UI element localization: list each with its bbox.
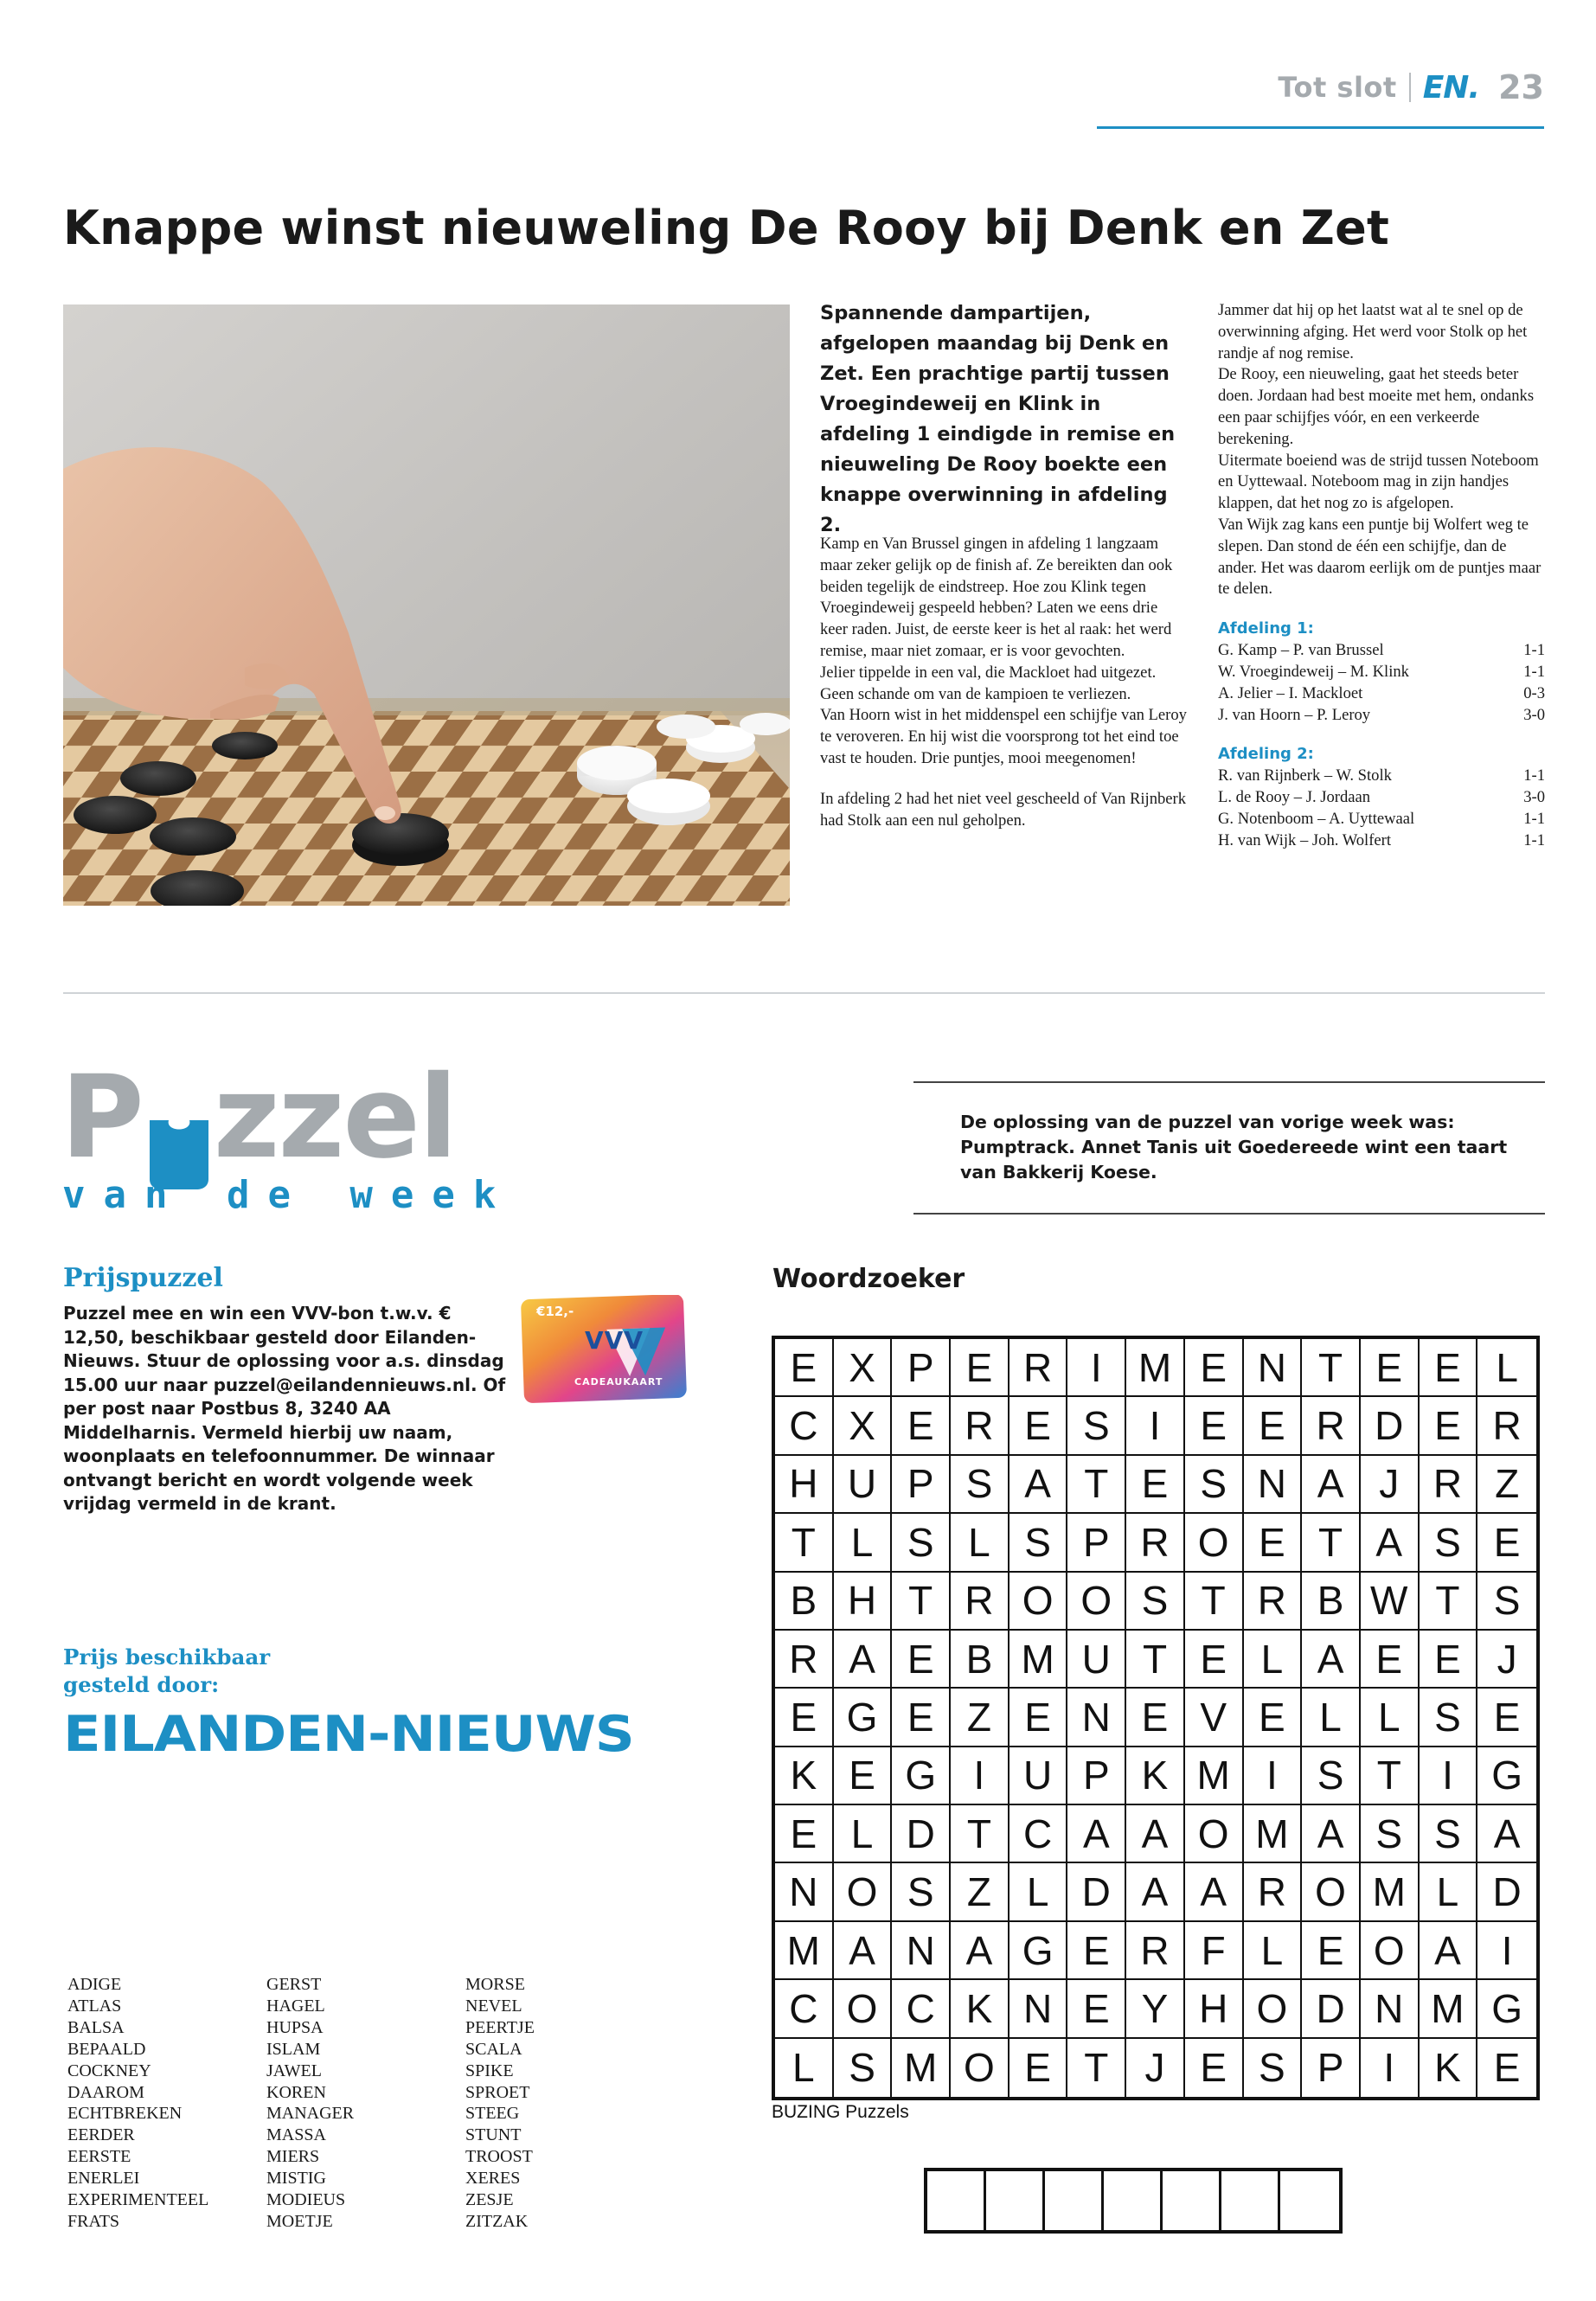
score: 1-1: [1523, 641, 1545, 660]
grid-cell[interactable]: P: [1067, 1747, 1126, 1805]
grid-cell[interactable]: R: [951, 1573, 1010, 1631]
logo-letters-zzel: zzel: [213, 1051, 457, 1184]
result-row: [1218, 640, 1545, 662]
grid-cell[interactable]: L: [834, 1805, 893, 1863]
result-row: [1218, 766, 1545, 787]
grid-cell[interactable]: E: [1010, 2039, 1068, 2097]
grid-cell[interactable]: A: [951, 1922, 1010, 1980]
answer-box[interactable]: [986, 2171, 1045, 2230]
grid-cell[interactable]: B: [951, 1631, 1010, 1689]
grid-cell[interactable]: R: [1477, 1397, 1536, 1455]
match: G. Notenboom – A. Uyttewaal: [1218, 809, 1415, 828]
grid-cell[interactable]: J: [1126, 2039, 1185, 2097]
grid-cell[interactable]: E: [834, 1747, 893, 1805]
grid-cell[interactable]: M: [1126, 1339, 1185, 1397]
grid-cell[interactable]: S: [1477, 1573, 1536, 1631]
sponsor-line-1: Prijs beschikbaar: [63, 1644, 271, 1670]
grid-cell[interactable]: U: [1010, 1747, 1068, 1805]
grid-cell[interactable]: M: [1010, 1631, 1068, 1689]
grid-cell[interactable]: L: [1244, 1922, 1303, 1980]
grid-cell[interactable]: E: [1185, 2039, 1244, 2097]
word-column-2: [266, 1974, 465, 2233]
grid-cell[interactable]: R: [1010, 1339, 1068, 1397]
score: 1-1: [1523, 830, 1545, 849]
grid-cell[interactable]: L: [834, 1514, 893, 1572]
grid-cell[interactable]: N: [1244, 1339, 1303, 1397]
grid-cell[interactable]: I: [1126, 1397, 1185, 1455]
word: SPIKE: [465, 2061, 514, 2080]
score: 1-1: [1523, 766, 1545, 785]
grid-cell[interactable]: T: [1302, 1339, 1361, 1397]
grid-cell[interactable]: D: [1361, 1397, 1420, 1455]
grid-cell[interactable]: D: [1067, 1863, 1126, 1921]
grid-cell[interactable]: T: [892, 1573, 951, 1631]
word: DAAROM: [67, 2082, 144, 2102]
grid-cell[interactable]: E: [1244, 1689, 1303, 1747]
score: 3-0: [1523, 705, 1545, 724]
grid-cell[interactable]: E: [1185, 1339, 1244, 1397]
grid-cell[interactable]: E: [1420, 1339, 1478, 1397]
word: MODIEUS: [266, 2190, 346, 2210]
grid-cell[interactable]: W: [1361, 1573, 1420, 1631]
grid-cell[interactable]: E: [1420, 1397, 1478, 1455]
grid-cell[interactable]: R: [1302, 1397, 1361, 1455]
word: EXPERIMENTEEL: [67, 2190, 209, 2210]
grid-cell[interactable]: A: [834, 1631, 893, 1689]
word: MANAGER: [266, 2104, 355, 2124]
prize-text: Puzzel mee en win een VVV-bon t.w.v. € 12,50, beschikbaar gesteld door Eilanden-Nieuws. Stuur de oplossing voor a.s. dinsdag 15.00 uur naar puzzel@eilandennieuws.nl. Of per post naar Postbus 8, 3240 AA Middelharnis. Vermeld hierbij uw naam, woonplaats en telefoonnummer. De winnaar ontvangt bericht en wordt volgende week vrijdag vermeld in de krant.: [63, 1303, 506, 1514]
word: EERSTE: [67, 2147, 131, 2167]
result-row: [1218, 683, 1545, 705]
article-column-1: [820, 534, 1188, 831]
puzzel-wordmark: [61, 1051, 457, 1184]
grid-cell[interactable]: D: [1477, 1863, 1536, 1921]
word: GERST: [266, 1975, 322, 1994]
article-lead: Spannende dampartijen, afgelopen maandag bij Denk en Zet. Een prachtige partij tussen Vroegindeweij en Klink in afdeling 1 eindigde in remise en nieuweling De Rooy boekte een knappe overwinning in afdeling 2.: [820, 302, 1176, 536]
result-row: [1218, 830, 1545, 852]
afdeling-1-results: [1218, 640, 1545, 726]
word: MIERS: [266, 2147, 320, 2167]
grid-cell[interactable]: N: [1067, 1689, 1126, 1747]
grid-cell[interactable]: N: [1361, 1980, 1420, 2038]
grid-cell[interactable]: R: [1420, 1456, 1478, 1514]
grid-cell[interactable]: R: [1244, 1573, 1303, 1631]
result-row: [1218, 809, 1545, 830]
grid-cell[interactable]: A: [1185, 1863, 1244, 1921]
grid-cell[interactable]: N: [892, 1922, 951, 1980]
grid-cell[interactable]: C: [892, 1980, 951, 2038]
grid-cell[interactable]: N: [775, 1863, 834, 1921]
word: KOREN: [266, 2082, 326, 2102]
grid-cell[interactable]: K: [951, 1980, 1010, 2038]
paragraph: De Rooy, een nieuweling, gaat het steeds beter doen. Jordaan had best moeite met hem, ondanks een paar schijfjes vóór, en een verkeerde berekening.: [1218, 365, 1535, 448]
answer-box[interactable]: [927, 2171, 986, 2230]
grid-cell[interactable]: M: [1361, 1863, 1420, 1921]
grid-cell[interactable]: E: [1010, 1397, 1068, 1455]
word: ZITZAK: [465, 2211, 529, 2231]
section-divider: [63, 992, 1545, 994]
word: MOETJE: [266, 2211, 333, 2231]
grid-cell[interactable]: E: [1244, 1397, 1303, 1455]
grid-cell[interactable]: T: [1126, 1631, 1185, 1689]
word: ENERLEI: [67, 2169, 140, 2189]
grid-cell[interactable]: E: [775, 1689, 834, 1747]
header-rule: [1097, 126, 1544, 129]
word: MORSE: [465, 1975, 525, 1994]
grid-cell[interactable]: E: [1477, 1514, 1536, 1572]
word: MASSA: [266, 2125, 326, 2145]
grid-cell[interactable]: T: [775, 1514, 834, 1572]
score: 3-0: [1523, 788, 1545, 807]
grid-cell[interactable]: E: [1126, 1456, 1185, 1514]
grid-cell[interactable]: T: [1302, 1514, 1361, 1572]
grid-cell[interactable]: E: [775, 1805, 834, 1863]
grid-cell[interactable]: N: [1244, 1456, 1303, 1514]
grid-cell[interactable]: X: [834, 1339, 893, 1397]
prize-title: Prijspuzzel: [63, 1263, 223, 1293]
score: 1-1: [1523, 662, 1545, 681]
match: A. Jelier – I. Mackloet: [1218, 683, 1363, 702]
match: R. van Rijnberk – W. Stolk: [1218, 766, 1392, 785]
grid-cell[interactable]: O: [1185, 1514, 1244, 1572]
grid-cell[interactable]: S: [892, 1514, 951, 1572]
grid-cell[interactable]: E: [1361, 1631, 1420, 1689]
grid-cell[interactable]: M: [1244, 1805, 1303, 1863]
logo-letter-p: P: [61, 1051, 143, 1184]
grid-cell[interactable]: G: [892, 1747, 951, 1805]
word-list: [67, 1974, 664, 2233]
grid-cell[interactable]: O: [1010, 1573, 1068, 1631]
afdeling-2-title: Afdeling 2:: [1218, 745, 1314, 764]
grid-cell[interactable]: S: [834, 2039, 893, 2097]
grid-cell[interactable]: L: [1361, 1689, 1420, 1747]
page-header: [1278, 67, 1544, 107]
word: STEEG: [465, 2104, 520, 2124]
paragraph: Jelier tippelde in een val, die Mackloet had uitgezet. Geen schande om van de kampioen te verliezen.: [820, 663, 1157, 703]
grid-cell[interactable]: A: [1126, 1863, 1185, 1921]
grid-cell[interactable]: C: [775, 1980, 834, 2038]
result-row: [1218, 787, 1545, 809]
wordsearch-title: Woordzoeker: [772, 1264, 965, 1294]
word: SPROET: [465, 2082, 530, 2102]
grid-cell[interactable]: E: [1493, 2045, 1521, 2091]
grid-cell[interactable]: I: [1067, 1339, 1126, 1397]
grid-cell[interactable]: B: [1302, 1573, 1361, 1631]
score: 1-1: [1523, 809, 1545, 828]
grid-cell[interactable]: H: [834, 1573, 893, 1631]
grid-cell[interactable]: E: [775, 1339, 834, 1397]
paragraph: In afdeling 2 had het niet veel gescheeld of Van Rijnberk had Stolk aan een nul geholpen.: [820, 789, 1187, 830]
grid-cell[interactable]: P: [1067, 1514, 1126, 1572]
puzzel-logo: [61, 1051, 515, 1218]
word: BALSA: [67, 2017, 125, 2037]
grid-cell[interactable]: O: [1244, 1980, 1303, 2038]
grid-cell[interactable]: T: [1185, 1573, 1244, 1631]
grid-cell[interactable]: S: [1126, 1573, 1185, 1631]
grid-cell[interactable]: A: [1010, 1456, 1068, 1514]
word: ZESJE: [465, 2190, 514, 2210]
card-label: CADEAUKAART: [574, 1376, 663, 1388]
grid-cell[interactable]: H: [1185, 1980, 1244, 2038]
grid-cell[interactable]: A: [1302, 1805, 1361, 1863]
result-row: [1218, 662, 1545, 683]
wordsearch-grid: [772, 1336, 1540, 2100]
card-brand: VVV: [585, 1326, 644, 1355]
grid-cell[interactable]: U: [834, 1456, 893, 1514]
grid-cell[interactable]: C: [1010, 1805, 1068, 1863]
grid-cell[interactable]: X: [834, 1397, 893, 1455]
grid-cell[interactable]: P: [1302, 2039, 1361, 2097]
puzzle-piece-icon: [146, 1095, 212, 1175]
header-separator: [1409, 73, 1411, 102]
grid-cell[interactable]: H: [775, 1456, 834, 1514]
grid-cell[interactable]: L: [775, 2039, 834, 2097]
grid-cell[interactable]: G: [834, 1689, 893, 1747]
sponsor-line-2: gesteld door:: [63, 1672, 220, 1697]
grid-cell[interactable]: M: [1420, 1980, 1478, 2038]
page-number: 23: [1498, 68, 1544, 106]
grid-cell[interactable]: L: [951, 1514, 1010, 1572]
grid-cell[interactable]: A: [1477, 1805, 1536, 1863]
card-amount: €12,-: [536, 1304, 574, 1319]
grid-cell[interactable]: T: [1420, 1573, 1478, 1631]
grid-cell[interactable]: Z: [951, 1863, 1010, 1921]
grid-cell[interactable]: M: [892, 2039, 951, 2097]
word-column-3: [465, 1974, 664, 2233]
word-column-1: [67, 1974, 266, 2233]
grid-cell[interactable]: A: [1302, 1456, 1361, 1514]
word: HUPSA: [266, 2017, 324, 2037]
grid-cell[interactable]: L: [1010, 1863, 1068, 1921]
grid-cell[interactable]: E: [1126, 1689, 1185, 1747]
answer-box[interactable]: [1045, 2171, 1104, 2230]
grid-cell[interactable]: I: [1477, 1922, 1536, 1980]
grid-cell[interactable]: R: [1126, 1922, 1185, 1980]
grid-cell[interactable]: E: [1185, 1397, 1244, 1455]
grid-cell[interactable]: U: [1067, 1631, 1126, 1689]
grid-cell[interactable]: E: [1067, 1980, 1126, 2038]
brand-logo: EN.: [1422, 69, 1480, 106]
word: JAWEL: [266, 2061, 322, 2080]
grid-cell[interactable]: S: [1302, 1747, 1361, 1805]
match: W. Vroegindeweij – M. Klink: [1218, 662, 1409, 681]
grid-cell[interactable]: L: [1477, 1339, 1536, 1397]
grid-cell[interactable]: J: [1361, 1456, 1420, 1514]
grid-cell[interactable]: E: [892, 1397, 951, 1455]
grid-cell[interactable]: S: [1185, 1456, 1244, 1514]
grid-cell[interactable]: J: [1477, 1631, 1536, 1689]
paragraph: Van Hoorn wist in het middenspel een schijfje van Leroy te veroveren. En hij wist die voorsprong tot het eind toe vast te houden. Drie puntjes, mooi meegenomen!: [820, 706, 1187, 767]
grid-cell[interactable]: S: [1244, 2039, 1303, 2097]
word: SCALA: [465, 2039, 522, 2059]
grid-cell[interactable]: O: [1067, 1573, 1126, 1631]
grid-cell[interactable]: G: [1477, 1747, 1536, 1805]
grid-cell[interactable]: M: [775, 1922, 834, 1980]
word: ISLAM: [266, 2039, 321, 2059]
grid-cell[interactable]: S: [1067, 1397, 1126, 1455]
grid-cell[interactable]: A: [1361, 1514, 1420, 1572]
grid-cell[interactable]: K: [775, 1747, 834, 1805]
grid-cell[interactable]: K: [1420, 2039, 1478, 2097]
word: BEPAALD: [67, 2039, 146, 2059]
answer-box[interactable]: [1104, 2171, 1163, 2230]
grid-cell[interactable]: E: [1477, 1689, 1536, 1747]
word: PEERTJE: [465, 2017, 535, 2037]
grid-cell[interactable]: E: [892, 1689, 951, 1747]
grid-cell[interactable]: D: [892, 1805, 951, 1863]
grid-cell[interactable]: P: [892, 1456, 951, 1514]
grid-cell[interactable]: S: [1420, 1689, 1478, 1747]
grid-cell[interactable]: E: [892, 1631, 951, 1689]
grid-cell[interactable]: E: [1361, 1339, 1420, 1397]
grid-cell[interactable]: E: [1185, 1631, 1244, 1689]
grid-cell[interactable]: P: [892, 1339, 951, 1397]
grid-cell[interactable]: E: [1302, 1922, 1361, 1980]
word: XERES: [465, 2169, 521, 2189]
previous-solution: De oplossing van de puzzel van vorige week was: Pumptrack. Annet Tanis uit Goedereede wint een taart van Bakkerij Koese.: [960, 1112, 1508, 1183]
grid-cell[interactable]: V: [1185, 1689, 1244, 1747]
word: ECHTBREKEN: [67, 2104, 183, 2124]
grid-cell[interactable]: L: [1420, 1863, 1478, 1921]
grid-cell[interactable]: I: [951, 1747, 1010, 1805]
eilanden-nieuws-logo: EILANDEN-NIEUWS: [63, 1706, 634, 1763]
grid-cell[interactable]: R: [1244, 1863, 1303, 1921]
word: TROOST: [465, 2147, 533, 2167]
gift-card: [521, 1295, 687, 1404]
grid-cell[interactable]: R: [1126, 1514, 1185, 1572]
grid-cell[interactable]: A: [1126, 1805, 1185, 1863]
paragraph: Kamp en Van Brussel gingen in afdeling 1 langzaam maar zeker gelijk op de finish af. Ze bereikten dan ook beiden tegelijk de eindstreep. Hoe zou Klink tegen Vroegindeweij gespeeld hebben? Laten we eens drie keer raden. Juist, de eerste keer is het al raak: het werd remise, maar niet zomaar, er is voor gevochten.: [820, 535, 1173, 660]
paragraph: Uitermate boeiend was de strijd tussen Noteboom en Uyttewaal. Noteboom mag in zijn handjes klappen, dat het nog zo is afgelopen.: [1218, 451, 1539, 513]
grid-cell[interactable]: L: [1302, 1689, 1361, 1747]
afdeling-2-results: [1218, 766, 1545, 851]
grid-cell[interactable]: I: [1420, 1747, 1478, 1805]
answer-box[interactable]: [1163, 2171, 1221, 2230]
grid-cell[interactable]: C: [775, 1397, 834, 1455]
grid-cell[interactable]: T: [1361, 1747, 1420, 1805]
grid-cell[interactable]: I: [1244, 1747, 1303, 1805]
grid-cell[interactable]: S: [1361, 1805, 1420, 1863]
article-headline: Knappe winst nieuweling De Rooy bij Denk en Zet: [63, 201, 1390, 255]
grid-cell[interactable]: S: [1420, 1514, 1478, 1572]
paragraph: Van Wijk zag kans een puntje bij Wolfert weg te slepen. Dan stond de één een schijfje, dan de ander. Het was daarom eerlijk om de puntjes maar te delen.: [1218, 515, 1542, 599]
grid-cell[interactable]: S: [1420, 1805, 1478, 1863]
word: ATLAS: [67, 1996, 122, 2016]
grid-cell[interactable]: Z: [951, 1689, 1010, 1747]
grid-cell[interactable]: O: [834, 1980, 893, 2038]
grid-cell[interactable]: S: [951, 1456, 1010, 1514]
grid-cell[interactable]: T: [1067, 2039, 1126, 2097]
grid-cell[interactable]: O: [1185, 1805, 1244, 1863]
grid-cell[interactable]: E: [951, 1339, 1010, 1397]
puzzle-credit: BUZING Puzzels: [772, 2102, 909, 2122]
grid-cell[interactable]: R: [951, 1397, 1010, 1455]
grid-cell[interactable]: O: [951, 2039, 1010, 2097]
word: NEVEL: [465, 1996, 522, 2016]
grid-cell[interactable]: S: [892, 1863, 951, 1921]
grid-cell[interactable]: T: [1067, 1456, 1126, 1514]
grid-cell[interactable]: I: [1361, 2039, 1420, 2097]
result-row: [1218, 705, 1545, 727]
grid-cell[interactable]: S: [1010, 1514, 1068, 1572]
grid-cell[interactable]: F: [1185, 1922, 1244, 1980]
grid-cell[interactable]: N: [1010, 1980, 1068, 2038]
grid-cell[interactable]: O: [1361, 1922, 1420, 1980]
grid-cell[interactable]: A: [1420, 1922, 1478, 1980]
solution-rule-bottom: [913, 1213, 1545, 1215]
grid-cell[interactable]: E: [1420, 1631, 1478, 1689]
match: G. Kamp – P. van Brussel: [1218, 641, 1384, 660]
grid-cell[interactable]: L: [1244, 1631, 1303, 1689]
grid-cell[interactable]: A: [834, 1922, 893, 1980]
grid-cell[interactable]: A: [1067, 1805, 1126, 1863]
grid-cell[interactable]: M: [1185, 1747, 1244, 1805]
grid-cell[interactable]: R: [775, 1631, 834, 1689]
article-column-2: [1218, 300, 1545, 852]
grid-cell[interactable]: O: [1302, 1863, 1361, 1921]
solution-rule-top: [913, 1081, 1545, 1083]
word: HAGEL: [266, 1996, 325, 2016]
article-photo: [63, 304, 790, 906]
grid-cell[interactable]: E: [1010, 1689, 1068, 1747]
paragraph: Jammer dat hij op het laatst wat al te snel op de overwinning afging. Het werd voor Stolk op het randje af nog remise.: [1218, 301, 1528, 362]
word: COCKNEY: [67, 2061, 151, 2080]
match: J. van Hoorn – P. Leroy: [1218, 705, 1371, 724]
word: MISTIG: [266, 2169, 326, 2189]
afdeling-1-title: Afdeling 1:: [1218, 619, 1314, 638]
word: EERDER: [67, 2125, 135, 2145]
answer-box[interactable]: [1221, 2171, 1280, 2230]
grid-cell[interactable]: E: [1244, 1514, 1303, 1572]
grid-cell[interactable]: E: [1067, 1922, 1126, 1980]
grid-cell[interactable]: G: [1010, 1922, 1068, 1980]
grid-cell[interactable]: K: [1126, 1747, 1185, 1805]
sponsor-label: [63, 1644, 270, 1699]
grid-cell[interactable]: D: [1302, 1980, 1361, 2038]
answer-boxes: [924, 2168, 1343, 2234]
word: FRATS: [67, 2211, 120, 2231]
grid-cell[interactable]: Y: [1126, 1980, 1185, 2038]
grid-cell[interactable]: G: [1477, 1980, 1536, 2038]
match: L. de Rooy – J. Jordaan: [1218, 788, 1371, 807]
grid-cell[interactable]: T: [951, 1805, 1010, 1863]
answer-box[interactable]: [1280, 2171, 1339, 2230]
grid-cell[interactable]: A: [1302, 1631, 1361, 1689]
word: STUNT: [465, 2125, 522, 2145]
grid-cell[interactable]: O: [834, 1863, 893, 1921]
grid-cell[interactable]: B: [775, 1573, 834, 1631]
puzzel-subtitle: van de week: [62, 1173, 515, 1217]
match: H. van Wijk – Joh. Wolfert: [1218, 830, 1392, 849]
grid-cell[interactable]: Z: [1477, 1456, 1536, 1514]
score: 0-3: [1523, 683, 1545, 702]
section-label: Tot slot: [1278, 71, 1397, 104]
word: ADIGE: [67, 1975, 122, 1994]
